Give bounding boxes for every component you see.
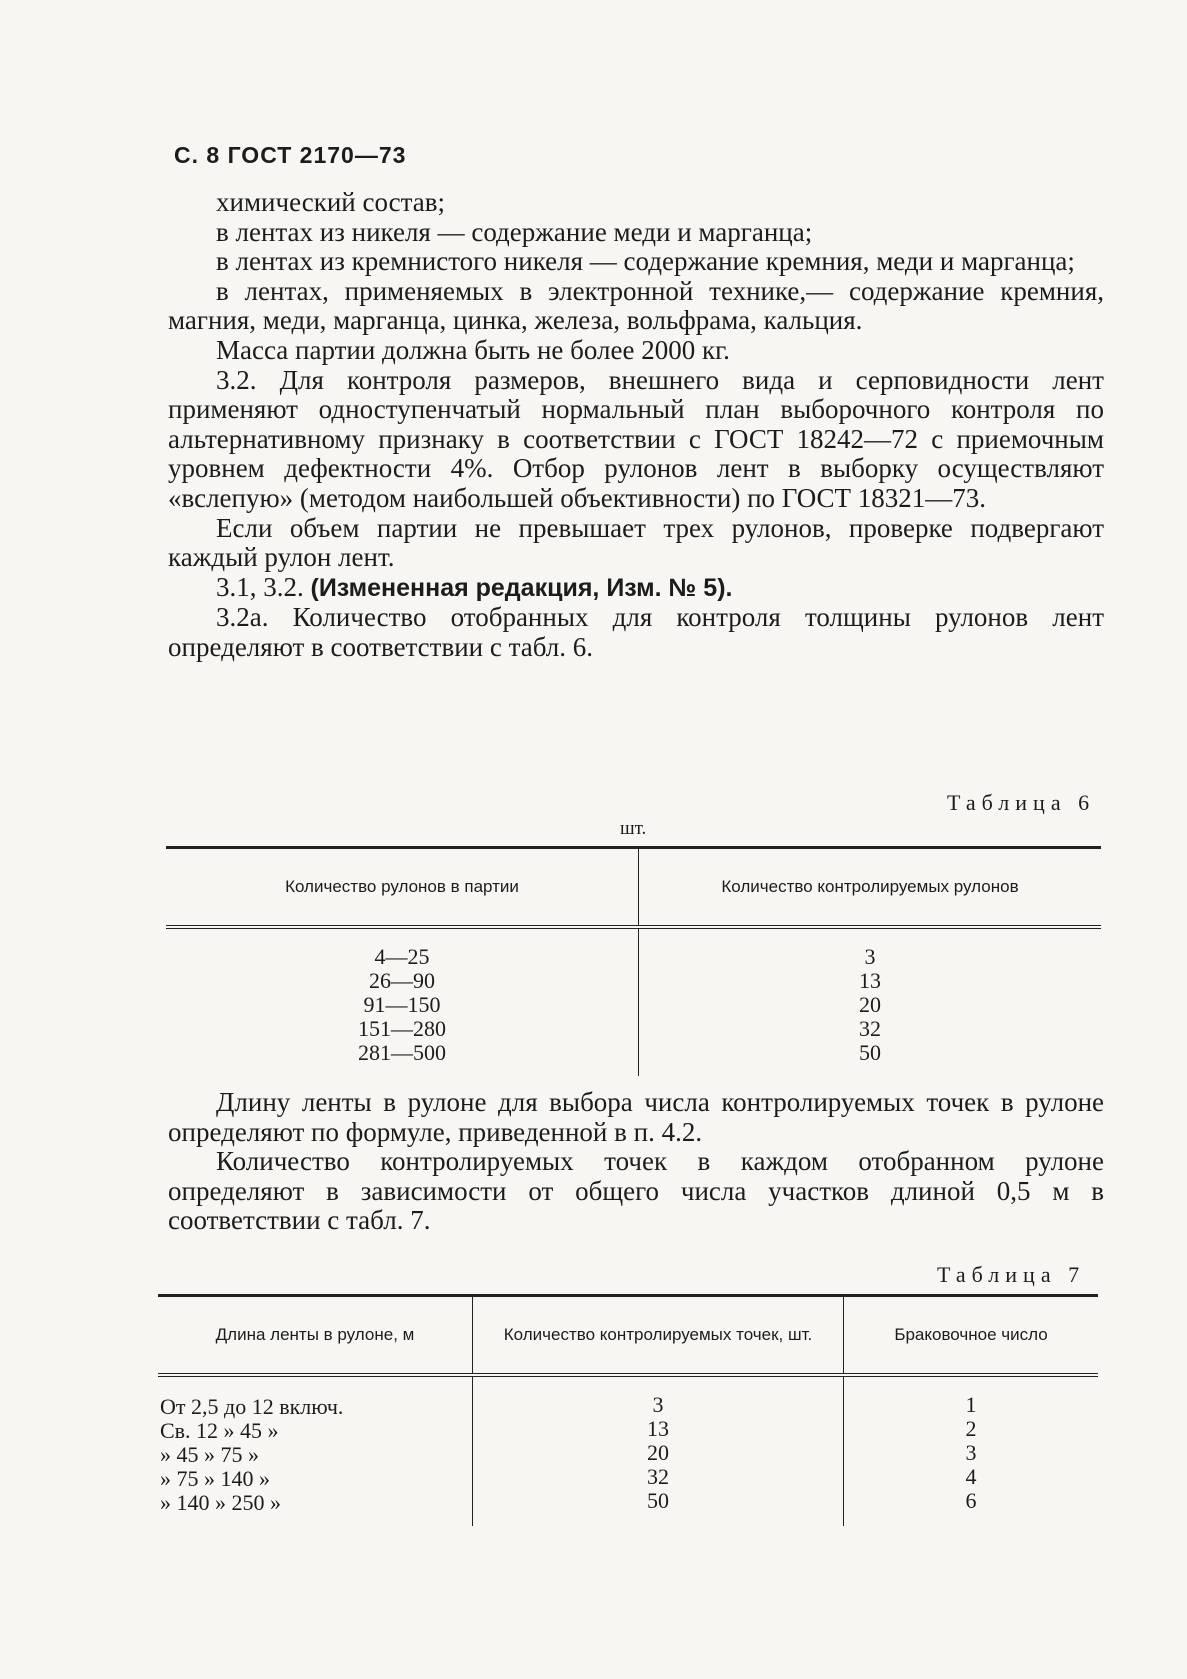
- table7-caption: Таблица 7: [937, 1262, 1086, 1287]
- table-cell: 1: [965, 1392, 977, 1417]
- table-cell: 20: [647, 1440, 669, 1465]
- paragraph: Масса партии должна быть не более 2000 кг.: [216, 334, 730, 365]
- table-7: [158, 1294, 1098, 1526]
- table-cell: 50: [647, 1488, 669, 1513]
- table-cell: 2: [965, 1416, 977, 1441]
- body-text-after: [168, 1088, 1104, 1236]
- table-cell: От 2,5 до 12 включ.: [160, 1394, 344, 1419]
- edit-note-bold: (Измененная редакция, Изм. № 5).: [310, 573, 733, 602]
- table-cell: » 140 » 250 »: [160, 1490, 281, 1515]
- table-6: [166, 846, 1101, 1076]
- table7-col2: [473, 1375, 844, 1526]
- paragraph: 3.2а. Количество отобранных для контроля толщины рулонов лент определяют в соответствии с табл. 6.: [168, 602, 1104, 662]
- table-cell: 3: [652, 1392, 664, 1417]
- paragraph: в лентах из кремнистого никеля — содержание кремния, меди и марганца;: [216, 246, 1075, 277]
- table-cell: » 45 » 75 »: [160, 1442, 259, 1467]
- table-cell: 32: [647, 1464, 669, 1489]
- table6-col1: [166, 927, 639, 1076]
- table-cell: 20: [859, 992, 881, 1017]
- table-cell: Св. 12 » 45 »: [160, 1418, 279, 1443]
- table7-header: Количество контролируемых точек, шт.: [473, 1296, 844, 1376]
- table-cell: 13: [859, 968, 881, 993]
- table-cell: 26—90: [369, 968, 435, 993]
- paragraph: в лентах, применяемых в электронной технике,— содержание кремния, магния, меди, марганца, цинка, железа, вольфрама, кальция.: [168, 275, 1104, 336]
- table7-header: Длина ленты в рулоне, м: [158, 1296, 473, 1376]
- table6-col2: [639, 927, 1102, 1076]
- paragraph: Если объем партии не превышает трех рулонов, проверке подвергают каждый рулон лент.: [168, 512, 1104, 573]
- table-cell: 3: [864, 944, 876, 969]
- table-cell: 50: [859, 1040, 881, 1065]
- paragraph: химический состав;: [216, 187, 445, 217]
- table7-col1: [158, 1375, 473, 1526]
- table6-header: Количество рулонов в партии: [166, 848, 639, 928]
- table-cell: 32: [859, 1016, 881, 1041]
- edit-note-prefix: 3.1, 3.2.: [216, 571, 304, 602]
- paragraph: Количество контролируемых точек в каждом отобранном рулоне определяют в зависимости от общего числа участков длиной 0,5 м в соответствии с табл. 7.: [168, 1146, 1104, 1236]
- page-header: С. 8 ГОСТ 2170—73: [174, 142, 407, 168]
- edit-note: [168, 573, 1104, 604]
- paragraph: в лентах из никеля — содержание меди и марганца;: [216, 216, 813, 247]
- table-cell: 4: [965, 1464, 977, 1489]
- table-cell: 91—150: [363, 992, 441, 1017]
- table6-unit: шт.: [620, 818, 647, 839]
- table-cell: 151—280: [358, 1016, 446, 1041]
- table-cell: 3: [965, 1440, 977, 1465]
- table-cell: 281—500: [358, 1040, 446, 1065]
- table-cell: 13: [647, 1416, 669, 1441]
- table7-col3: [844, 1375, 1099, 1526]
- paragraph: 3.2. Для контроля размеров, внешнего вида и серповидности лент применяют одноступенчатый нормальный план выборочного контроля по альтернативному признаку в соответствии с ГОСТ 18242—72 с приемочным уровнем дефектности 4%. Отбор рулонов лент в выборку осуществляют «вслепую» (методом наибольшей объективности) по ГОСТ 18321—73.: [168, 364, 1104, 513]
- paragraph: Длину ленты в рулоне для выбора числа контролируемых точек в рулоне определяют по формуле, приведенной в п. 4.2.: [168, 1087, 1104, 1147]
- table-cell: » 75 » 140 »: [160, 1466, 270, 1491]
- body-text: [168, 188, 1104, 663]
- table-cell: 4—25: [374, 944, 430, 969]
- table-cell: 6: [965, 1488, 977, 1513]
- table6-header: Количество контролируемых рулонов: [721, 877, 1019, 896]
- table7-header: Браковочное число: [894, 1325, 1048, 1344]
- table6-caption: Таблица 6: [947, 790, 1096, 815]
